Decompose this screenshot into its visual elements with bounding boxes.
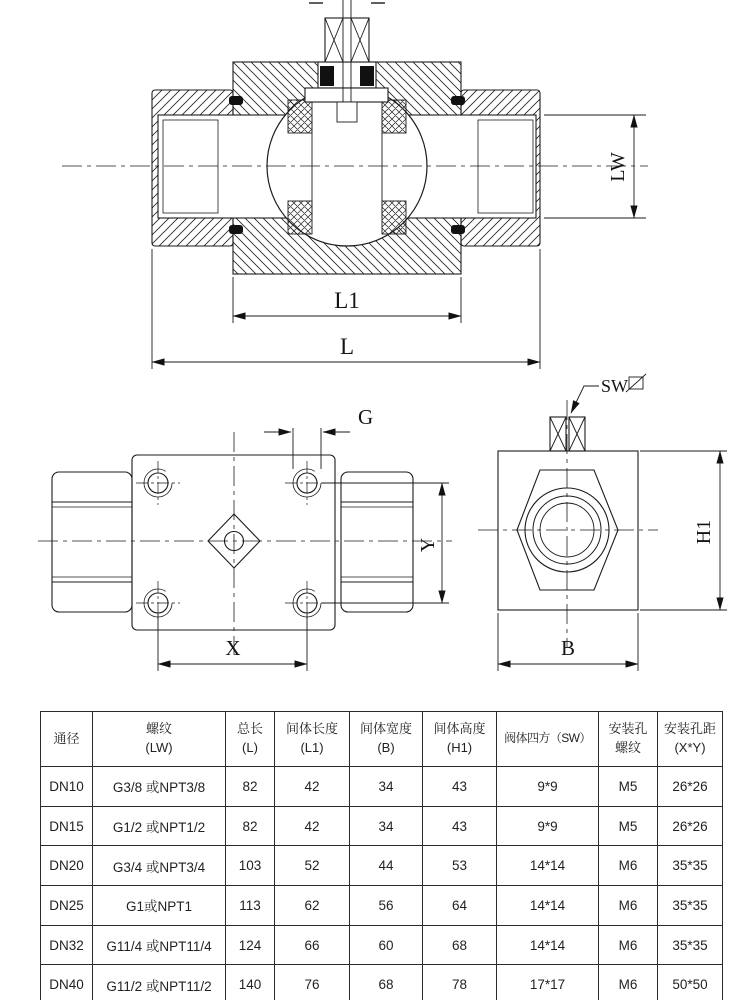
stem-flange <box>305 88 388 102</box>
table-row: DN32 G11/4 或NPT11/4 124 66 60 68 14*14 M6 35*35 <box>41 925 723 965</box>
dim-label-l: L <box>339 334 355 359</box>
seat <box>288 201 312 234</box>
dim-label-x: X <box>225 636 241 660</box>
col-header-b: 间体宽度 (B) <box>350 712 423 767</box>
col-header-h1: 间体高度 (H1) <box>423 712 497 767</box>
end-body <box>498 451 638 610</box>
front-section-view <box>62 0 648 369</box>
col-header-dn: 通径 <box>41 712 93 767</box>
table-row: DN25 G1或NPT1 113 62 56 64 14*14 M6 35*35 <box>41 886 723 926</box>
table-row: DN20 G3/4 或NPT3/4 103 52 44 53 14*14 M6 35*35 <box>41 846 723 886</box>
dim-label-g: G <box>358 405 374 429</box>
table-row: DN15 G1/2 或NPT1/2 82 42 34 43 9*9 M5 26*26 <box>41 806 723 846</box>
dim-label-sw: SW <box>601 376 628 396</box>
plan-left-connector <box>52 472 132 612</box>
seat <box>382 201 406 234</box>
col-header-l1: 间体长度 (L1) <box>275 712 350 767</box>
seat <box>288 100 312 133</box>
col-header-mount-thread: 安装孔 螺纹 <box>599 712 658 767</box>
body-seal <box>451 96 465 105</box>
body-seal <box>229 96 243 105</box>
packing-seal <box>360 66 374 86</box>
end-view <box>478 374 727 671</box>
dim-label-y: Y <box>417 537 439 553</box>
col-header-l: 总长 (L) <box>226 712 275 767</box>
col-header-sw: 阀体四方（SW） <box>497 712 599 767</box>
col-header-hole-dist: 安装孔距 (X*Y) <box>658 712 723 767</box>
dim-label-lw: LW <box>607 152 629 182</box>
seat <box>382 100 406 133</box>
header-row <box>41 712 723 767</box>
col-header-thread: 螺纹 (LW) <box>93 712 226 767</box>
spec-table <box>40 711 723 1000</box>
body-seal <box>451 225 465 234</box>
table-row: DN40 G11/2 或NPT11/2 140 76 68 78 17*17 M6 50*50 <box>41 965 723 1000</box>
stem-tang <box>337 102 357 122</box>
plan-right-connector <box>341 472 413 612</box>
dim-LW <box>544 115 646 218</box>
body-seal <box>229 225 243 234</box>
plan-view <box>38 405 452 671</box>
dim-label-l1: L1 <box>334 288 360 313</box>
dim-label-b: B <box>560 636 576 660</box>
table-row: DN10 G3/8 或NPT3/8 82 42 34 43 9*9 M5 26*26 <box>41 767 723 807</box>
packing-seal <box>320 66 334 86</box>
dim-label-h1: H1 <box>693 519 715 545</box>
stem-gland <box>325 18 369 62</box>
